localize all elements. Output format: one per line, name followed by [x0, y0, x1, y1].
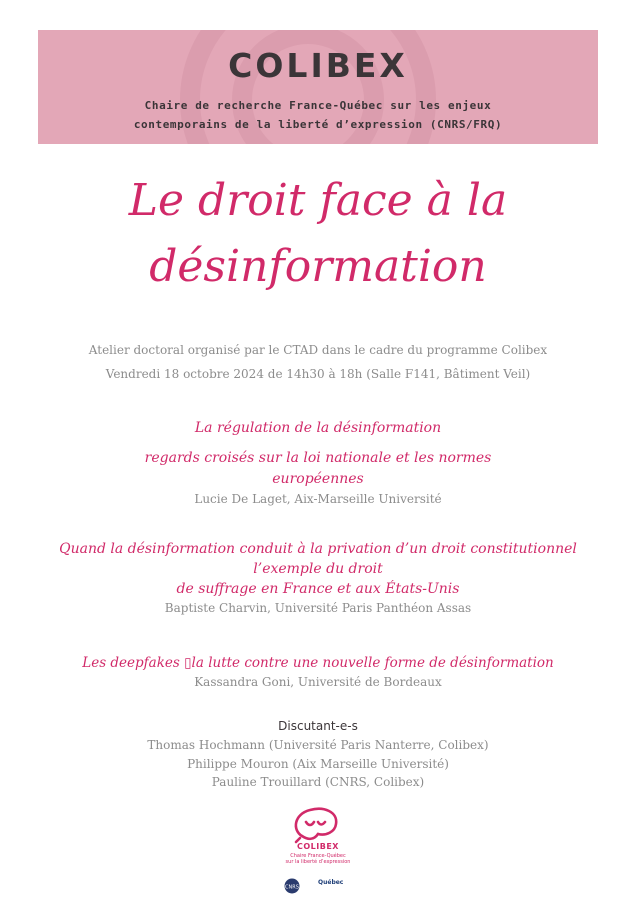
- talk-item: [0, 418, 636, 508]
- talk-subtitle: de suffrage en France et aux États-Unis: [176, 581, 460, 597]
- talk-subtitle: regards croisés sur la loi nationale et les normes: [144, 450, 492, 466]
- page-title-line: désinformation: [149, 241, 487, 292]
- discussants: [0, 716, 636, 792]
- talk-speaker: Baptiste Charvin, Université Paris Panthéon Assas: [164, 601, 472, 615]
- discussant-name: Thomas Hochmann (Université Paris Nanterre, Colibex): [147, 738, 489, 752]
- talk-title: Les deepfakes ▯la lutte contre une nouvelle forme de désinformation: [82, 655, 554, 671]
- talk-item: [0, 653, 636, 691]
- quebec-logo: Québec: [318, 879, 344, 886]
- logo-name: COLIBEX: [297, 842, 339, 851]
- header-subtitle-line: contemporains de la liberté d’expression (CNRS/FRQ): [133, 118, 503, 131]
- page-title: [0, 168, 636, 300]
- event-description: Atelier doctoral organisé par le CTAD dans le cadre du programme Colibex: [88, 343, 548, 357]
- discussant-name: Philippe Mouron (Aix Marseille Université): [187, 756, 449, 771]
- header-title: COLIBEX: [228, 46, 408, 85]
- event-date-time: Vendredi 18 octobre 2024 de 14h30 à 18h (Salle F141, Bâtiment Veil): [105, 367, 531, 381]
- logo-tagline: [0, 853, 636, 865]
- logo-tagline-line: sur la liberté d’expression: [285, 859, 351, 865]
- talk-subtitle: l’exemple du droit: [253, 561, 383, 577]
- talk-speaker: Kassandra Goni, Université de Bordeaux: [194, 675, 442, 689]
- header-banner: [38, 30, 598, 144]
- logo-tagline-line: Chaire France-Québec: [290, 853, 346, 859]
- cnrs-logo-icon: [284, 878, 300, 894]
- partner1-label: CNRS: [285, 884, 299, 891]
- discussants-heading: Discutant-e-s: [278, 719, 358, 733]
- discussant-name: Pauline Trouillard (CNRS, Colibex): [211, 775, 425, 789]
- event-info: [0, 338, 636, 386]
- talk-item: [0, 539, 636, 617]
- header-subtitle-line: Chaire de recherche France-Québec sur les enjeux: [144, 99, 492, 112]
- talk-subtitle: européennes: [272, 471, 364, 487]
- talk-title: Quand la désinformation conduit à la privation d’un droit constitutionnel: [59, 541, 577, 557]
- talk-title: La régulation de la désinformation: [194, 420, 442, 436]
- talk-speaker: Lucie De Laget, Aix-Marseille Université: [194, 492, 442, 506]
- page-title-line: Le droit face à la: [128, 175, 508, 226]
- colibex-logo-icon: [278, 800, 358, 860]
- header-subtitle: [38, 96, 598, 134]
